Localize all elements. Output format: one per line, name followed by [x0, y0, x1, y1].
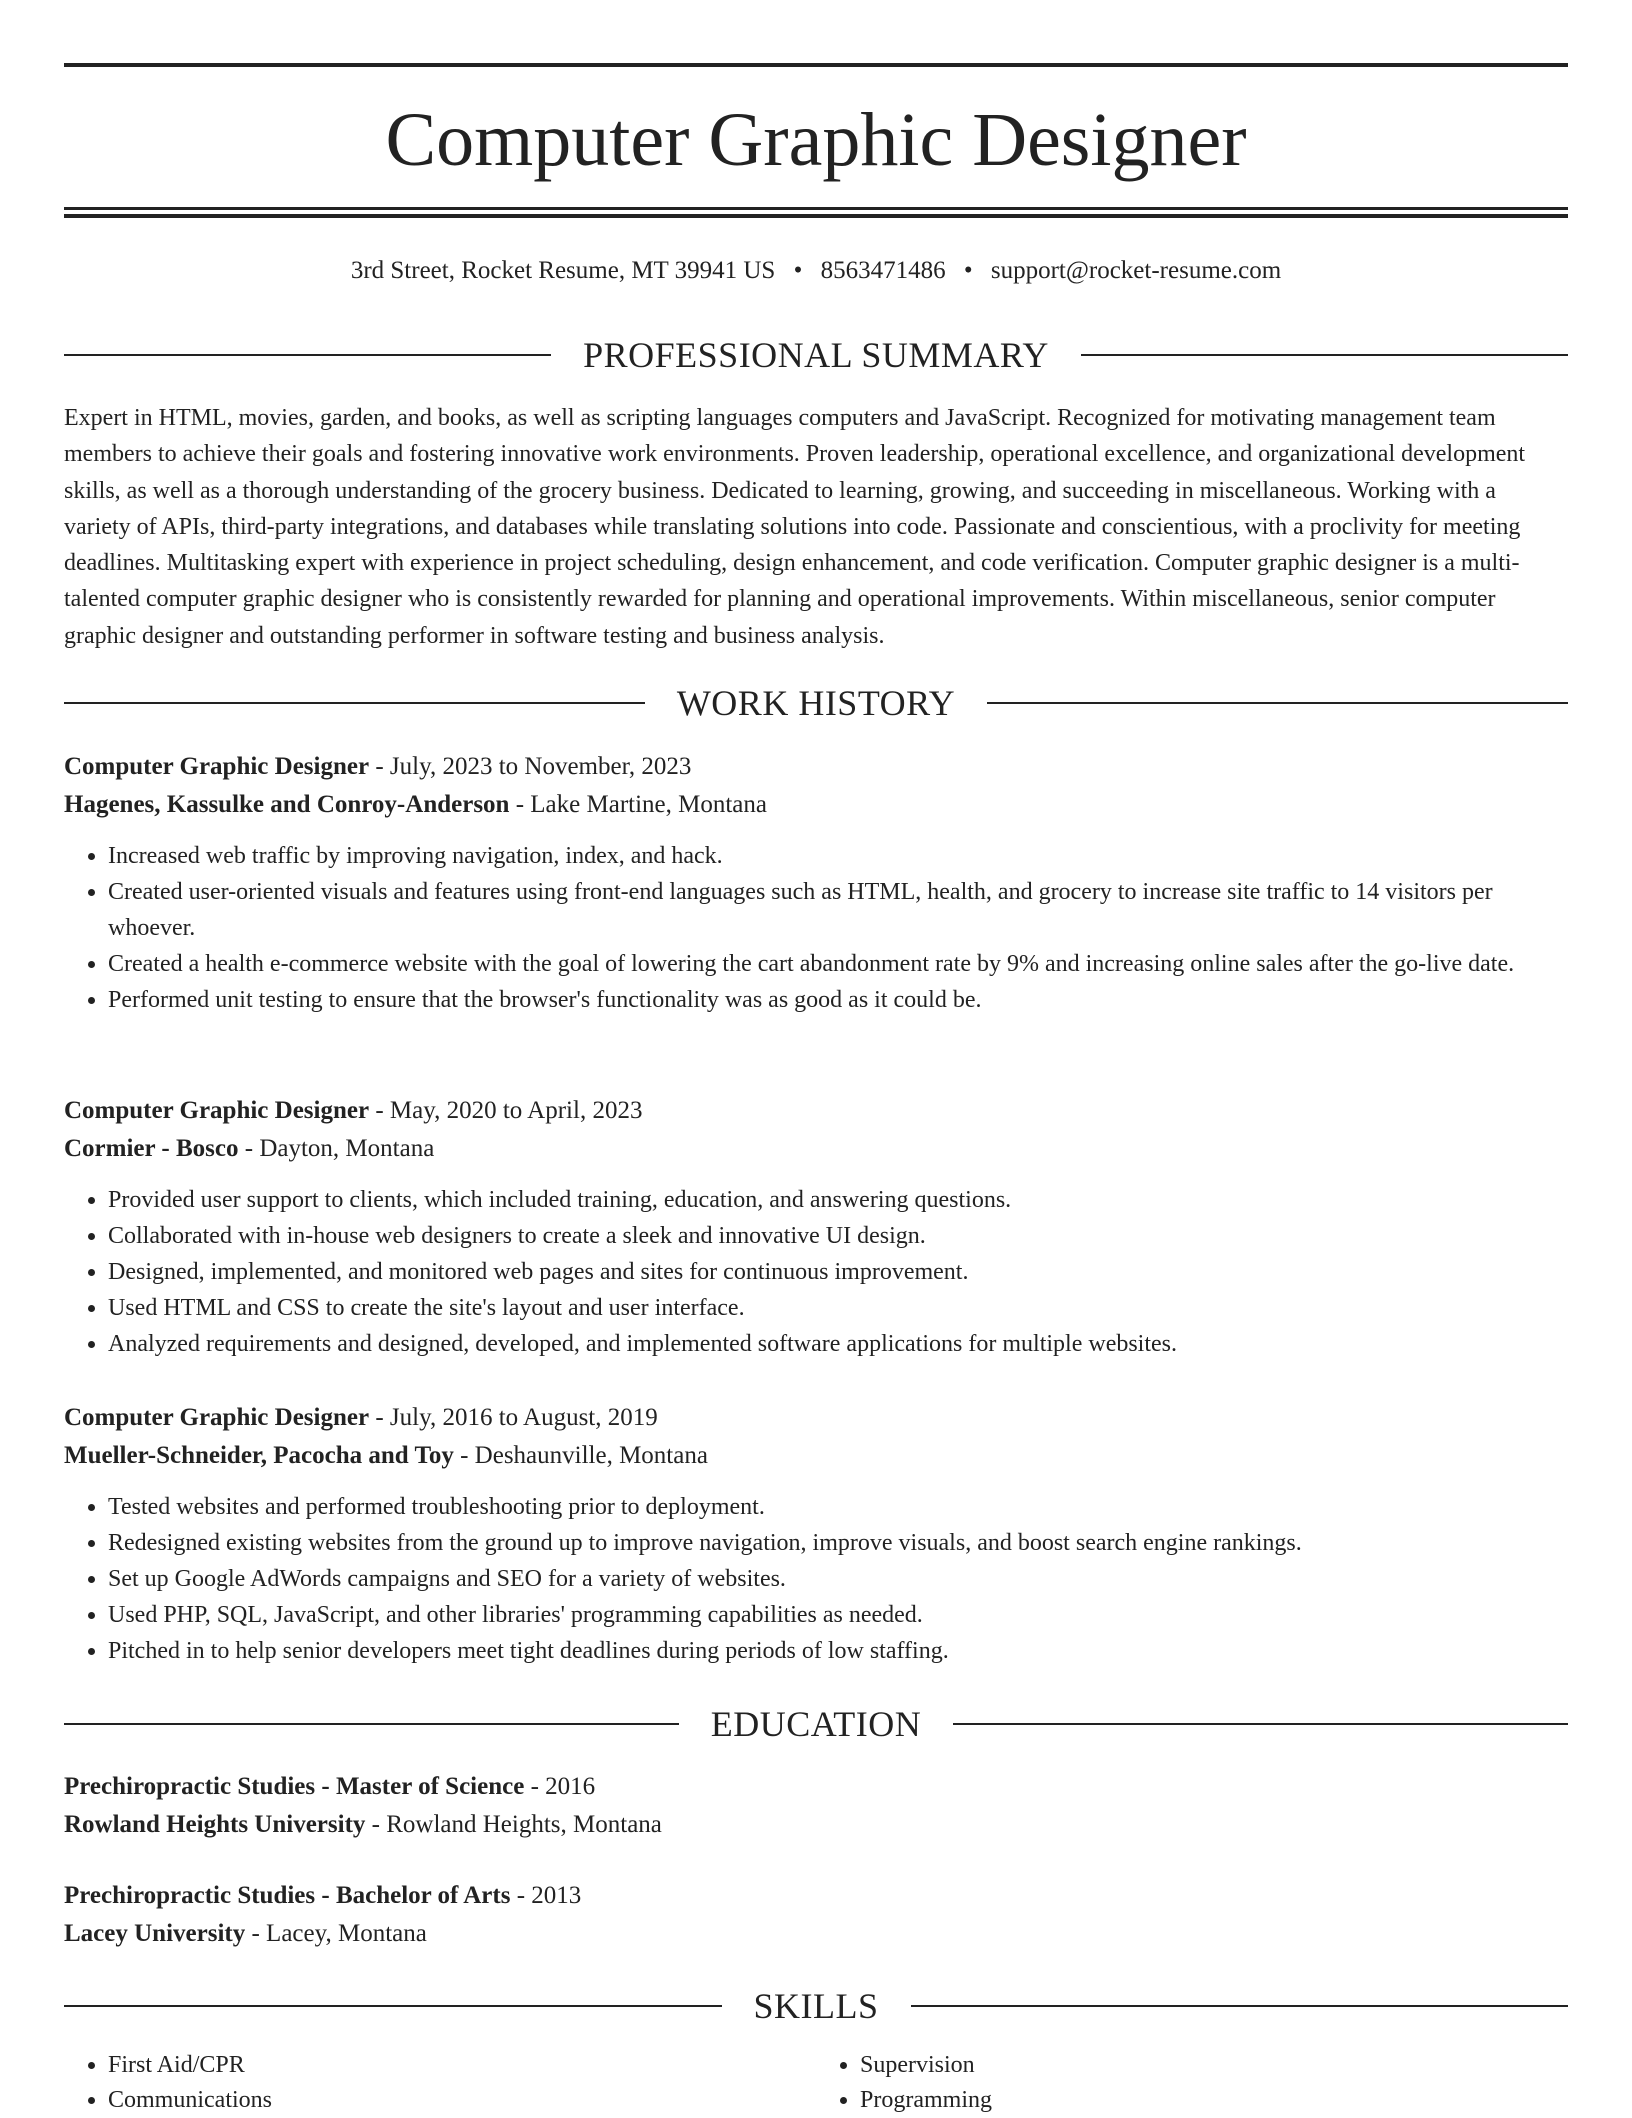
section-heading-education	[64, 1702, 1568, 1746]
education-year: - 2016	[524, 1773, 596, 1800]
education-school: Lacey University	[64, 1920, 246, 1947]
job-title: Computer Graphic Designer	[64, 753, 370, 780]
job-company-line	[64, 1437, 1568, 1475]
job-bullets	[64, 838, 1568, 1018]
job-bullet: • Designed, implemented, and monitored web pages and sites for continuous improvement.	[108, 1254, 1568, 1290]
job-bullet: • Used HTML and CSS to create the site's layout and user interface.	[108, 1290, 1568, 1326]
education-entry	[64, 1768, 1568, 1844]
skill-item: • Communications	[108, 2083, 816, 2118]
section-heading-label: WORK HISTORY	[676, 683, 956, 723]
skills-column-right	[816, 2048, 1568, 2118]
section-heading-summary	[64, 333, 1568, 377]
section-heading-label: SKILLS	[753, 1986, 879, 2026]
contact-phone: 8563471486	[820, 257, 946, 284]
section-rule	[64, 702, 645, 704]
education-entry	[64, 1877, 1568, 1953]
section-rule	[987, 702, 1568, 704]
education-location: - Lacey, Montana	[245, 1920, 427, 1947]
skills-list	[64, 2048, 1568, 2118]
contact-separator: •	[963, 257, 973, 284]
job-bullet: • Redesigned existing websites from the ground up to improve navigation, improve visuals, and boost search engine rankings.	[108, 1525, 1568, 1561]
contact-separator: •	[793, 257, 803, 284]
job-company: Hagenes, Kassulke and Conroy-Anderson	[64, 791, 510, 818]
skill-item: • Programming	[860, 2083, 1568, 2118]
education-school-line	[64, 1915, 1568, 1953]
job-company: Cormier - Bosco	[64, 1135, 239, 1162]
job-entry	[64, 1399, 1568, 1669]
job-company-line	[64, 786, 1568, 824]
section-rule	[1081, 354, 1568, 356]
job-company-line	[64, 1130, 1568, 1168]
section-rule	[64, 1723, 679, 1725]
education-year: - 2013	[510, 1882, 582, 1909]
job-bullets	[64, 1182, 1568, 1362]
contact-line	[64, 254, 1568, 288]
contact-email: support@rocket-resume.com	[990, 257, 1282, 284]
job-title-line	[64, 748, 1568, 786]
job-company: Mueller-Schneider, Pacocha and Toy	[64, 1442, 454, 1469]
job-bullet: • Collaborated with in-house web designers to create a sleek and innovative UI design.	[108, 1218, 1568, 1254]
job-bullet: • Provided user support to clients, which included training, education, and answering questions.	[108, 1182, 1568, 1218]
education-school: Rowland Heights University	[64, 1811, 366, 1838]
job-title-line	[64, 1092, 1568, 1130]
job-bullet: • Created user-oriented visuals and features using front-end languages such as HTML, health, and grocery to increase site traffic to 14 visitors per whoever.	[108, 874, 1568, 946]
job-entry	[64, 1092, 1568, 1362]
section-heading-skills	[64, 1984, 1568, 2028]
job-location: - Lake Martine, Montana	[509, 791, 767, 818]
job-dates: - July, 2023 to November, 2023	[369, 753, 692, 780]
job-bullet: • Created a health e-commerce website with the goal of lowering the cart abandonment rate by 9% and increasing online sales after the go-live date.	[108, 946, 1568, 982]
section-rule	[64, 354, 551, 356]
education-degree: Prechiropractic Studies - Master of Science	[64, 1773, 525, 1800]
section-heading-work-history	[64, 681, 1568, 725]
top-rule	[64, 63, 1568, 67]
education-degree-line	[64, 1768, 1568, 1806]
summary-text: Expert in HTML, movies, garden, and books, as well as scripting languages computers and JavaScript. Recognized for motivating management team members to achieve their goals and fostering innovative work environments. Proven leadership, operational excellence, and organizational development skills, as well as a thorough understanding of the grocery business. Dedicated to learning, growing, and succeeding in miscellaneous. Working with a variety of APIs, third-party integrations, and databases while translating solutions into code. Passionate and conscientious, with a proclivity for meeting deadlines. Multitasking expert with experience in project scheduling, design enhancement, and code verification. Computer graphic designer is a multi-talented computer graphic designer who is consistently rewarded for planning and operational improvements. Within miscellaneous, senior computer graphic designer and outstanding performer in software testing and business analysis.	[64, 405, 1526, 649]
job-bullet: • Pitched in to help senior developers meet tight deadlines during periods of low staffing.	[108, 1633, 1568, 1669]
section-rule	[911, 2005, 1569, 2007]
contact-address: 3rd Street, Rocket Resume, MT 39941 US	[350, 257, 776, 284]
job-bullet: • Tested websites and performed troubleshooting prior to deployment.	[108, 1489, 1568, 1525]
section-rule	[953, 1723, 1568, 1725]
education-degree: Prechiropractic Studies - Bachelor of Arts	[64, 1882, 511, 1909]
education-school-line	[64, 1806, 1568, 1844]
job-bullet: • Analyzed requirements and designed, developed, and implemented software applications for multiple websites.	[108, 1326, 1568, 1362]
job-location: - Deshaunville, Montana	[453, 1442, 708, 1469]
job-bullets	[64, 1489, 1568, 1669]
section-rule	[64, 2005, 722, 2007]
skill-item: • First Aid/CPR	[108, 2048, 816, 2083]
resume-title: Computer Graphic Designer	[385, 98, 1247, 182]
job-bullet: • Set up Google AdWords campaigns and SEO for a variety of websites.	[108, 1561, 1568, 1597]
job-bullet: • Used PHP, SQL, JavaScript, and other libraries' programming capabilities as needed.	[108, 1597, 1568, 1633]
job-dates: - July, 2016 to August, 2019	[369, 1404, 658, 1431]
section-heading-label: EDUCATION	[710, 1704, 922, 1744]
job-location: - Dayton, Montana	[238, 1135, 435, 1162]
job-bullet: • Performed unit testing to ensure that the browser's functionality was as good as it could be.	[108, 982, 1568, 1018]
skills-column-left	[64, 2048, 816, 2118]
job-title: Computer Graphic Designer	[64, 1404, 370, 1431]
title-double-rule	[64, 207, 1568, 218]
section-heading-label: PROFESSIONAL SUMMARY	[583, 335, 1049, 375]
education-location: - Rowland Heights, Montana	[365, 1811, 662, 1838]
job-bullet: • Increased web traffic by improving navigation, index, and hack.	[108, 838, 1568, 874]
job-title: Computer Graphic Designer	[64, 1097, 370, 1124]
job-dates: - May, 2020 to April, 2023	[369, 1097, 643, 1124]
education-degree-line	[64, 1877, 1568, 1915]
skill-item: • Supervision	[860, 2048, 1568, 2083]
job-entry	[64, 748, 1568, 1018]
job-title-line	[64, 1399, 1568, 1437]
